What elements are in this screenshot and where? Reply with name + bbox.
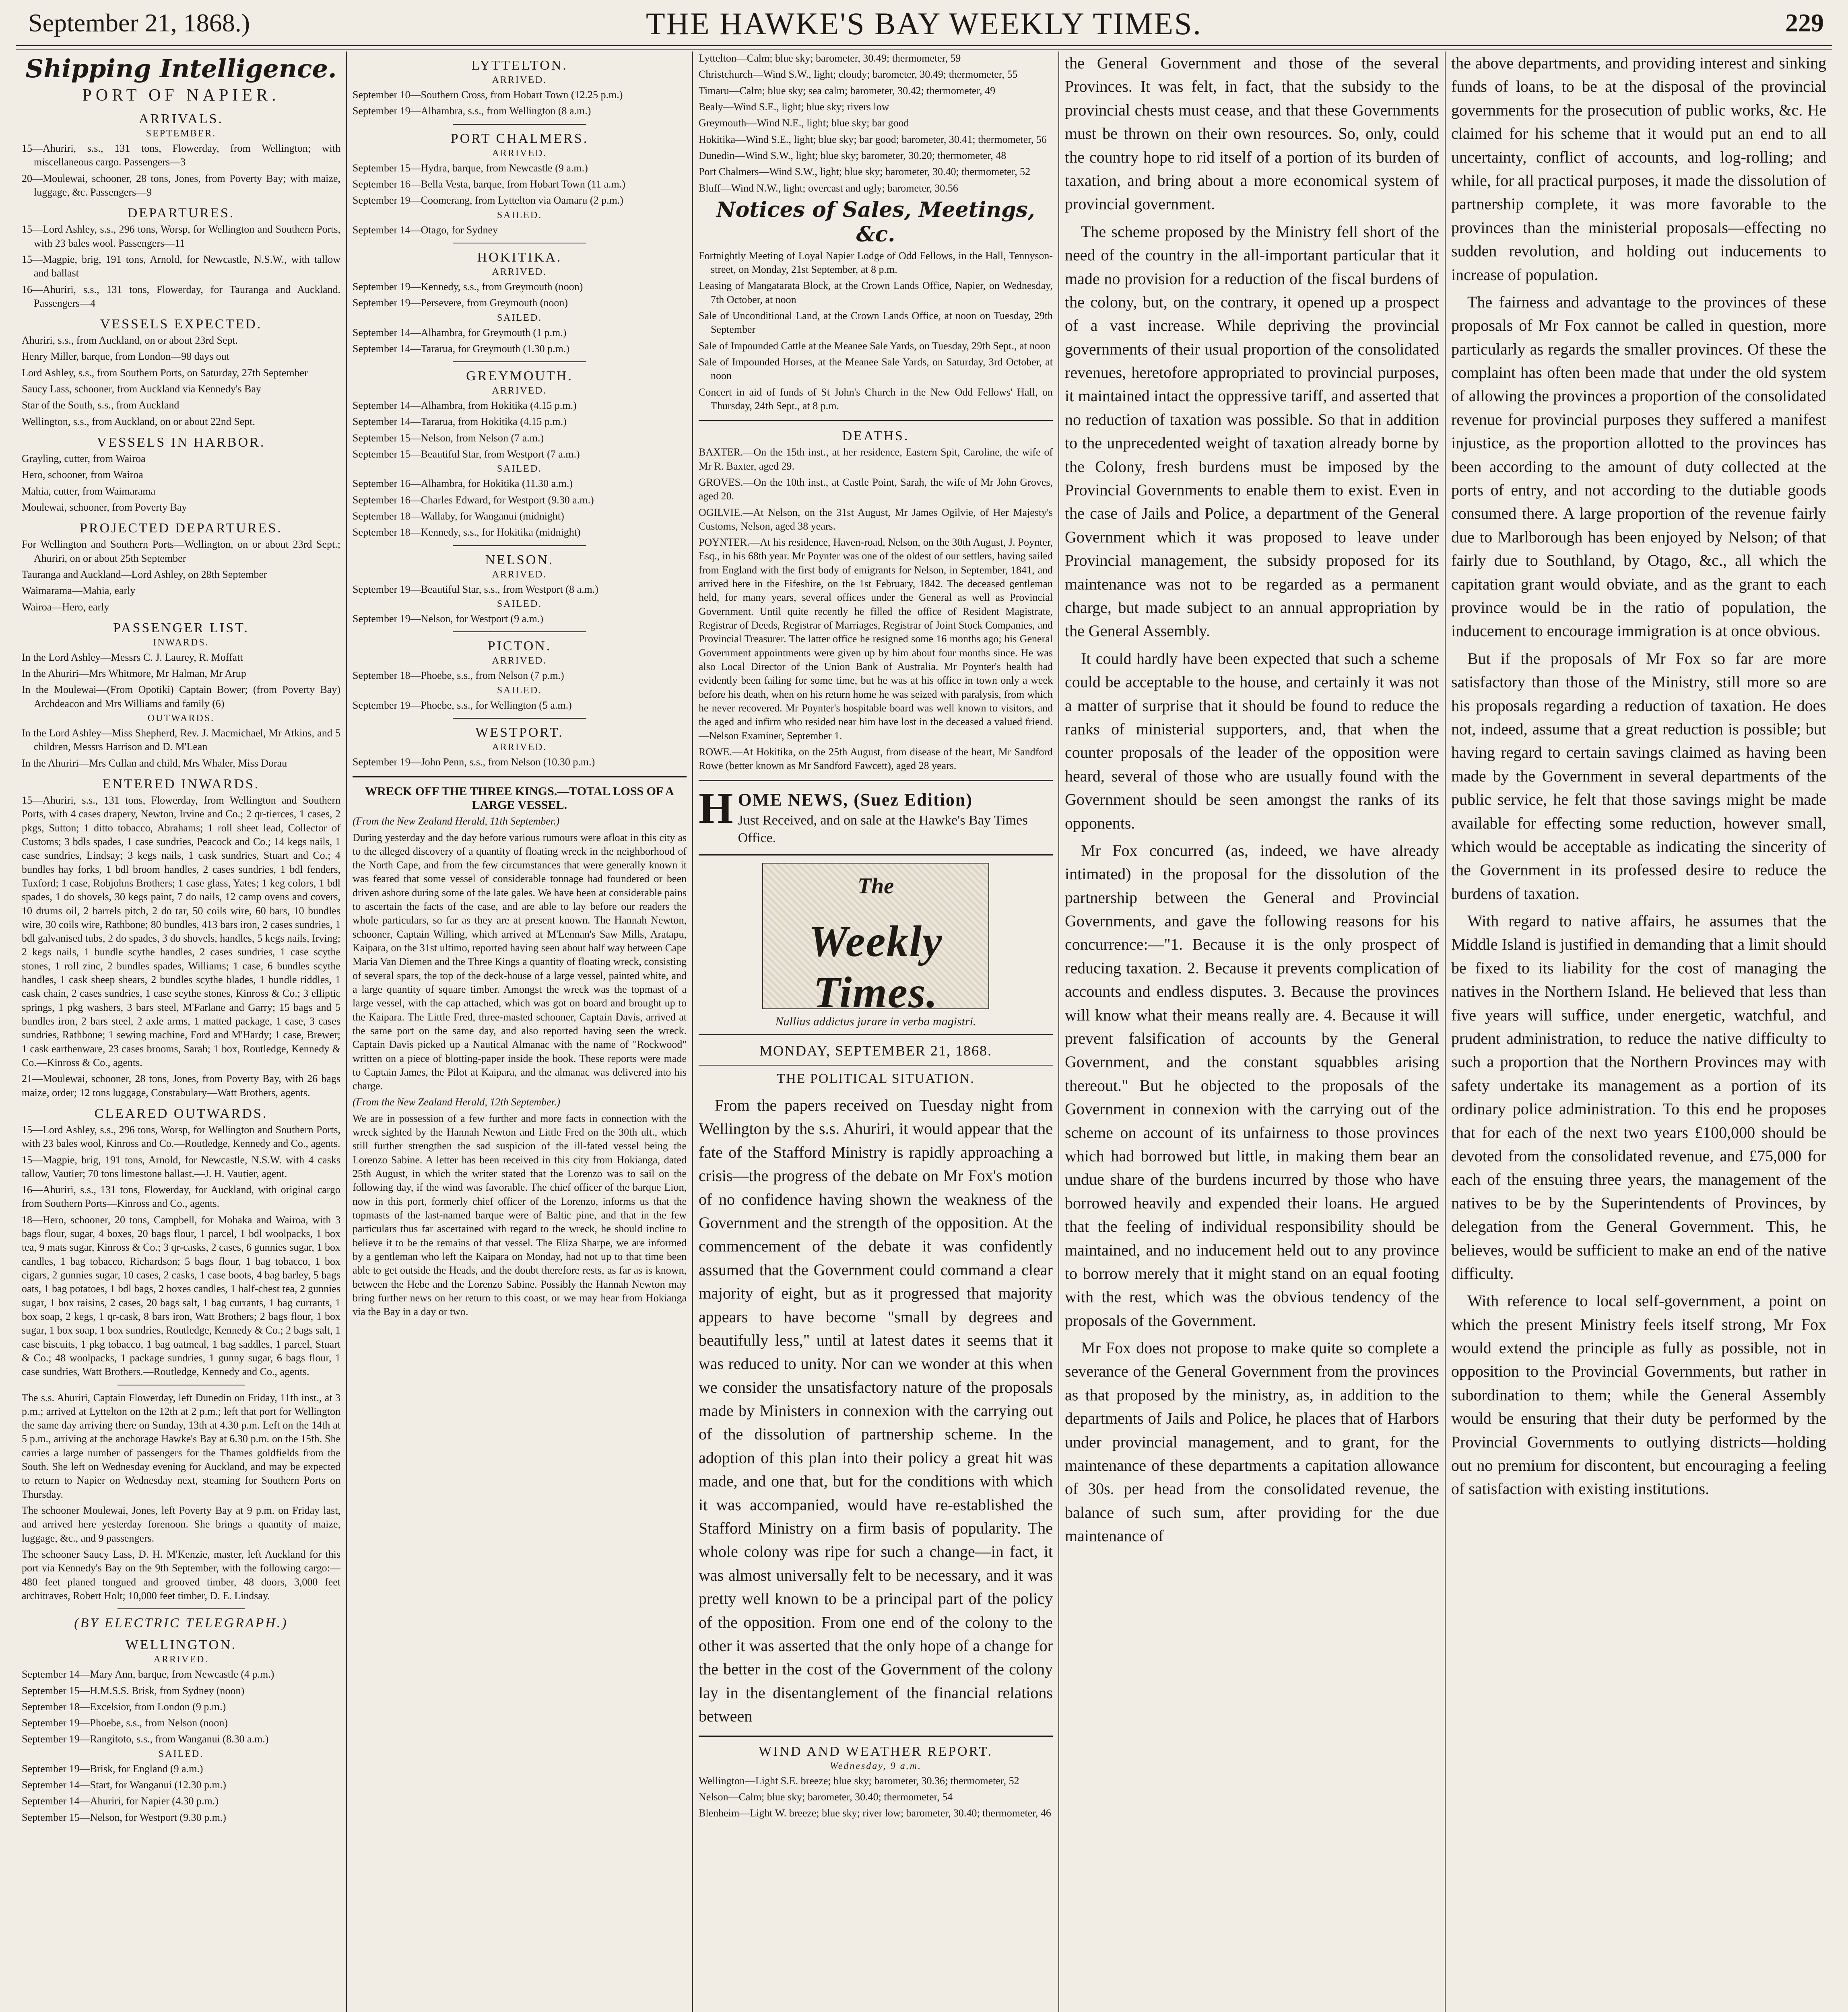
wellington-sailing: September 14—Start, for Wanganui (12.30 p.m.): [22, 1779, 226, 1791]
column-shipping: [16, 52, 346, 2012]
divider: [699, 780, 1053, 781]
port-arrival: September 19—Coomerang, from Lyttelton via Oamaru (2 p.m.): [353, 194, 623, 206]
masthead: [16, 0, 1832, 44]
notice-entry: Sale of Impounded Horses, at the Meanee Sale Yards, on Saturday, 3rd October, at noon: [699, 356, 1053, 382]
home-news-title: OME NEWS, (Suez Edition): [738, 790, 973, 810]
wreck-article: During yesterday and the day before various rumours were afloat in this city as to the alleged discovery of a quantity of floating wreck in the neighborhood of the North Cape, and from the few circumstances that were generally known it was feared that some vessel of considerable tonnage had foundered or been driven ashore during some of the late gales. We have been at considerable pains to ascertain the facts of the case, and are able to lay before our readers the whole particulars, so far as they are at present known. The Hannah Newton, schooner, Captain Willing, which arrived at M'Lennan's Saw Mills, Aratapu, Kaipara, on the 31st ultimo, reported having seen about half way between Cape Maria Van Diemen and the Three Kings a quantity of floating wreck, consisting of several spars, the top of the deck-house of a large vessel, painted white, and a large quantity of square timber. Amongst the wreck was the topmast of a large vessel, with the cap attached, which was got on board and brought up to the Kaipara. The Little Fred, three-masted schooner, Captain Davis, arrived at the same port on the same day, and also reported having seen the wreck. Captain Davis picked up a Nautical Almanac with the name of "Rockwood" written on a piece of blotting-paper inside the book. These reports were made to Captain James, the Pilot at Kaipara, and the almanac was delivered into his charge.: [353, 831, 687, 1092]
death-notice: POYNTER.—At his residence, Haven-road, Nelson, on the 30th August, J. Poynter, Esq., in his 68th year. Mr Poynter was one of the oldest of our settlers, having sailed from England with the first body of emigrants for Nelson, in September, 1841, and arrived here in the Fifeshire, on the 1st February, 1842. The deceased gentleman held, for many years, several offices under the General as well as Provincial Government. Until quite recently he filled the office of Resident Magistrate, Registrar of Deeds, Registrar of Marriages, Registrar of Joint Stock Companies, and Provincial Treasurer. The latter office he resigned some 16 months ago; his General Government appointments were given up by him about four months since. He was also Local Director of the Union Bank of Australia. Mr Poynter's health had evidently been failing for some time, but he was at his office in town only a week before his death, when on his return home he was seized with paralysis, from which he never recovered. Mr Poynter's hospitable board was well known to visitors, and the aged and infirm who resided near him have lost in the deceased a valued friend.—Nelson Examiner, September 1.: [699, 536, 1053, 742]
projected-entry: Waimarama—Mahia, early: [22, 585, 136, 597]
death-notice: ROWE.—At Hokitika, on the 25th August, from disease of the heart, Mr Sandford Rowe (better known as Mr Sandford Fawcett), aged 28 years.: [699, 746, 1053, 772]
column-notices: [692, 52, 1058, 2012]
logo-title: Weekly Times.: [808, 917, 943, 1017]
port-name: PORT CHALMERS.: [450, 131, 589, 146]
home-news-text: Just Received, and on sale at the Hawke's Bay Times Office.: [738, 812, 1028, 845]
weather-line: Hokitika—Wind S.E., light; blue sky; bar good; barometer, 30.41; thermometer, 56: [699, 133, 1047, 145]
port-sailing: September 18—Kennedy, s.s., for Hokitika (midnight): [353, 526, 581, 538]
editorial-text: From the papers received on Tuesday night from Wellington by the s.s. Ahuriri, it would appear that the fate of the Stafford Ministry is rapidly approaching a crisis—the progress of the debate on Mr Fox's motion of no confidence having shown the weakness of the Government and the strength of the opposition. At the commencement of the debate it was confidently assumed that the Government could command a clear majority of eight, but as it progressed that majority appears to have become "small by degrees and beautifully less," until at latest dates it seems that it was reduced to unity. Nor can we wonder at this when we consider the unsatisfactory nature of the proposals made by Ministers in connexion with the carrying out of the dissolution of partnership scheme. In the adoption of this plan into their policy a great hit was made, and one that, but for the conditions with which it was accompanied, would have re-established the Stafford Ministry on a firm basis of popularity. The whole colony was ripe for such a change—in fact, it was almost universally felt to be necessary, and it was pretty well known to be a principal part of the policy of the opposition. From one end of the colony to the other it was asserted that the only hope of a change for the better in the cost of the Government of the colony lay in the disentanglement of the financial relations between: [699, 1096, 1053, 1725]
port-name: HOKITIKA.: [477, 249, 562, 265]
wellington-sailing: September 14—Ahuriri, for Napier (4.30 p.m.): [22, 1795, 219, 1807]
weather-line: Port Chalmers—Wind S.W., light; blue sky; barometer, 30.40; thermometer, 52: [699, 166, 1031, 178]
harbor-entry: Hero, schooner, from Wairoa: [22, 469, 143, 481]
arrival-entry: 15—Ahuriri, s.s., 131 tons, Flowerday, from Wellington; with miscellaneous cargo. Passengers—3: [22, 142, 340, 168]
expected-title: VESSELS EXPECTED.: [100, 317, 262, 332]
month-label: SEPTEMBER.: [146, 128, 217, 139]
weather-line: Lyttelton—Calm; blue sky; barometer, 30.49; thermometer, 59: [699, 52, 961, 64]
passenger-entry: In the Ahuriri—Mrs Whitmore, Mr Halman, Mr Arup: [22, 668, 246, 680]
divider: [699, 1034, 1053, 1035]
projected-title: PROJECTED DEPARTURES.: [80, 521, 283, 536]
wreck-headline: WRECK OFF THE THREE KINGS.—TOTAL LOSS OF A LARGE VESSEL.: [365, 785, 674, 812]
death-notice: BAXTER.—On the 15th inst., at her residence, Eastern Spit, Caroline, the wife of Mr R. Baxter, aged 29.: [699, 446, 1053, 472]
editorial-date: MONDAY, SEPTEMBER 21, 1868.: [759, 1043, 992, 1059]
editorial-paragraph: the General Government and those of the several Provinces. It was felt, in fact, that the subsidy to the provincial chests must cease, and that these Governments must be thrown on their own resources. So, only, could the country hope to rid itself of a portion of its burden of taxation, and bring about a more economical system of provincial government.: [1065, 54, 1439, 213]
issue-date: September 21, 1868.): [28, 8, 250, 37]
wellington-arrival: September 15—H.M.S.S. Brisk, from Sydney (noon): [22, 1684, 245, 1697]
port-sailing: September 19—Nelson, for Westport (9 a.m.): [353, 612, 543, 625]
arrived-label: ARRIVED.: [492, 656, 547, 666]
editorial-paragraph: Mr Fox concurred (as, indeed, we have already intimated) in the proposal for the dissolution of the partnership between the General and Provincial Governments, and gave the following reasons for his concurrence:—"1. Because it is the only prospect of reducing taxation. 2. Because it prevents complication of accounts and endless disputes. 3. Because the provinces will know what their means really are. 4. Because it will prevent falsification of accounts by the General Government, and the constant squabbles arising thereout." But he objected to the proposals of the Government in connexion with the carrying out of the scheme on account of its unfairness to those provinces which had borrowed but little, in making them bear an undue share of the burdens incurred by those who have borrowed heavily and expended their loans. He argued that the feeling of individual responsibility should be maintained, and no inducement held out to any province to borrow merely that it might stand on an equal footing with the rest, which was the obvious tendency of the proposals of the Government.: [1065, 841, 1439, 1330]
wellington-arrival: September 19—Rangitoto, s.s., from Wanganui (8.30 a.m.): [22, 1733, 269, 1745]
wellington-arrival: September 18—Excelsior, from London (9 p.m.): [22, 1701, 226, 1713]
passenger-entry: In the Ahuriri—Mrs Cullan and child, Mrs Whaler, Miss Dorau: [22, 757, 287, 769]
home-news-initial: H: [699, 783, 733, 833]
passenger-entry: In the Lord Ashley—Miss Shepherd, Rev. J. Macmichael, Mr Atkins, and 5 children, Messrs Harrison and D. M'Lean: [22, 727, 340, 753]
departures-title: DEPARTURES.: [127, 206, 235, 221]
port-arrival: September 14—Tararua, from Hokitika (4.15 p.m.): [353, 416, 567, 428]
divider: [353, 776, 687, 777]
port-sailing: September 14—Otago, for Sydney: [353, 224, 498, 236]
port-sailing: September 14—Tararua, for Greymouth (1.30 p.m.): [353, 342, 569, 355]
column-telegraph-ports: [346, 52, 692, 2012]
port-sailing: September 16—Charles Edward, for Westport (9.30 a.m.): [353, 494, 594, 506]
editorial-paragraph: With reference to local self-government, a point on which the present Ministry feels itself strong, Mr Fox would extend the principle as fully as possible, not in opposition to the Provincial Governments, but rather in subordination to them; while the General Assembly would be ensuring that their duty be performed by the Provincial Governments to outlying districts—holding out no premium for discontent, but encouraging a feeling of satisfaction with existing institutions.: [1451, 1292, 1826, 1498]
port-name: WESTPORT.: [475, 725, 564, 740]
divider: [699, 1736, 1053, 1737]
port-sailing: September 18—Wallaby, for Wanganui (midnight): [353, 510, 564, 522]
cleared-entry: 16—Ahuriri, s.s., 131 tons, Flowerday, for Auckland, with original cargo from Southern Ports—Kinross and Co., agents.: [22, 1184, 340, 1210]
sailed-label: SAILED.: [497, 685, 542, 696]
page-number: 229: [1785, 8, 1824, 37]
editorial-paragraph: It could hardly have been expected that such a scheme could be acceptable to the house, and certainly it was not a matter of surprise that it should be found to reduce the ranks of ministerial supporters, and, that when the counter proposals of the leader of the opposition were heard, several of those who are usually found with the Government should be seen amongst the ranks of its opponents.: [1065, 649, 1439, 832]
newspaper-page: [16, 52, 1832, 2012]
arrived-label: ARRIVED.: [492, 266, 547, 277]
editorial-paragraph: With regard to native affairs, he assumes that the Middle Island is justified in demanding that a limit should be fixed to its liability for the cost of managing the natives in the Northern Island. He believed that less than five years will suffice, under energetic, watchful, and prudent administration, to reduce the native difficulty to such a proportion that the Northern Provinces may with safety undertake its management as a portion of its ordinary police administration. To this end he proposes that for each of the next two years £100,000 should be devoted from the consolidated revenue, and £75,000 for each of the ensuing three years, the management of the natives to be by the Superintendents of Provinces, by delegation from the General Government. This, he believes, would be sufficient to make an end of the native difficulty.: [1451, 912, 1826, 1282]
port-arrival: September 19—Beautiful Star, s.s., from Westport (8 a.m.): [353, 583, 598, 595]
home-news-body: [738, 788, 1053, 847]
weather-line: Christchurch—Wind S.W., light; cloudy; barometer, 30.49; thermometer, 55: [699, 68, 1018, 80]
port-arrival: September 19—Kennedy, s.s., from Greymouth (noon): [353, 280, 583, 293]
column-editorial-2: [1445, 52, 1832, 2012]
port-arrival: September 18—Phoebe, s.s., from Nelson (7 p.m.): [353, 670, 564, 682]
notice-entry: Sale of Impounded Cattle at the Meanee Sale Yards, on Tuesday, 29th Sept., at noon: [699, 340, 1051, 352]
port-name: LYTTELTON.: [471, 58, 568, 73]
wellington-arrival: September 14—Mary Ann, barque, from Newcastle (4 p.m.): [22, 1668, 274, 1680]
port-arrival: September 14—Alhambra, from Hokitika (4.15 p.m.): [353, 400, 577, 412]
weather-line: Dunedin—Wind S.W., light; blue sky; barometer, 30.20; thermometer, 48: [699, 149, 1007, 161]
port-arrival: September 15—Nelson, from Nelson (7 a.m.): [353, 432, 544, 444]
harbor-entry: Grayling, cutter, from Wairoa: [22, 453, 146, 464]
departure-entry: 15—Lord Ashley, s.s., 296 tons, Worsp, for Wellington and Southern Ports, with 23 bales wool. Passengers—11: [22, 223, 340, 249]
wreck-article: We are in possession of a few further and more facts in connection with the wreck sighted by the Hannah Newton and Little Fred on the 30th ult., which still further strengthen the sad suspicion of the ill-fated vessel being the Lorenzo Sabine. A letter has been received in this city from Hokianga, dated 25th August, in which the writer stated that the Lorenzo was to sail on the following day, if the wind was favorable. The chief officer of the barque Lion, now in this port, formerly chief officer of the Lorenzo, informs us that the topmasts of the last-named barque were of Baltic pine, and that in the few particulars thus far ascertained with regard to the wreck, he should incline to believe it to be the remains of that vessel. The Eliza Sharpe, we are informed by a gentleman who left the Kaipara on Monday, had not up to that time been able to get outside the Heads, and the doubt therefore rests, as far as is known, between the Hebe and the Lorenzo Sabine. Possibly the Hannah Newton may bring further news on her return to this coast, or we may hear from Hokianga via the Bay in a day or two.: [353, 1112, 687, 1318]
expected-entry: Star of the South, s.s., from Auckland: [22, 399, 179, 411]
cleared-title: CLEARED OUTWARDS.: [94, 1106, 268, 1121]
cleared-entry: 18—Hero, schooner, 20 tons, Campbell, for Mohaka and Wairoa, with 3 bags flour, sugar, 4 boxes, 20 bags flour, 1 parcel, 1 bdl woolpacks, 1 box tea, 9 mats sugar, Kinross & Co.; 3 qr-casks, 2 cases, 6 gunnies sugar, 1 box candles, 1 bag tobacco, Richardson; 5 bags flour, 1 bag tobacco, 1 box cigars, 2 gunnies sugar, 10 cases, 2 casks, 1 case boots, 4 bag barley, 5 bags oats, 1 bag potatoes, 1 bdl bags, 2 boxes candles, 1 half-chest tea, 2 gunnies sugar, 1 box raisins, 2 cases, 20 bags salt, 1 bag currants, 1 bag currants, 1 box soap, 2 kegs, 1 qr-cask, 8 bars iron, Watt Brothers; 2 bags flour, 1 box sugar, 1 box soap, 1 box sundries, Routledge, Kennedy & Co.; 2 bags salt, 1 case biscuits, 1 pkg tobacco, 1 bag oatmeal, 1 bag saddles, 1 parcel, Stuart & Co.; 48 woolpacks, 1 package sundries, 1 gunny sugar, 6 bags flour, 1 case sundries, Watt Brothers.—Routledge, Kennedy and Co., agents.: [22, 1214, 340, 1378]
entered-entry: 15—Ahuriri, s.s., 131 tons, Flowerday, from Wellington and Southern Ports, with 4 cases drapery, Newton, Irvine and Co.; 2 qr-tierces, 1 cases, 2 pkgs, Sutton; 1 ditto tobacco, Abrahams; 1 roll sheet lead, Collector of Customs; 3 bdls spades, 1 case sundries, Peacock and Co.; 14 kegs nails, 1 case sundries, Lindsay; 3 kegs nails, 1 cask sundries, Stuart and Co.; 4 bundles hay forks, 1 bdl broom handles, 2 cases sundries, 1 bdl fenders, Tuxford; 1 case, Robjohns Brothers; 1 case glass, Yates; 1 keg colors, 1 bdl spades, 1 do shovels, 30 kegs paint, 7 do nails, 12 camp ovens and covers, 10 drums oil, 2 barrels pitch, 2 do tar, 50 coils wire, 60 bars, 10 bundles wire, 30 coils wire, Rathbone; 80 bundles, 413 bars iron, 2 cases sundries, 1 bdl galvanised tubs, 2 do spades, 3 do shovels, handles, 5 kegs nails, Irving; 2 kegs nails, 1 bundle scythe handles, 2 cases sundries, 1 case scythe stones, 1 roll zinc, 2 bundles spades, Williams; 1 case, 6 bundles scythe handles, 1 cask sheep shears, 2 bundles scythe blades, 1 bundle riddles, 1 cask chain, 2 cases sundries, 1 case scythe stones, Kinross & Co.; 3 elliptic springs, 1 pkg washers, 3 bars steel, M'Farlane and Garry; 15 bags and 5 bundles iron, 2 bars steel, 2 axle arms, 1 matted package, 1 case, 3 cases sundries, Rathbone; 1 sewing machine, Ford and M'Hardy; 1 case, Brewer; 1 cask earthenware, 23 cases brooms, Sarah; 1 box, Routledge, Kennedy & Co.—Kinross & Co., agents.: [22, 794, 340, 1068]
divider: [699, 854, 1053, 856]
editorial-paragraph: But if the proposals of Mr Fox so far are more satisfactory than those of the Ministry, still more so are his proposals regarding a reduction of taxation. He does not, indeed, assume that a great reduction is possible; but having regard to certain savings claimed as having been made by the Government in several departments of the public service, he felt that those savings might be made available for effecting some reduction, however small, which would be acceptable as indicating the sincerity of the Government in its professed desire to reduce the burdens of taxation.: [1451, 649, 1826, 903]
projected-entry: For Wellington and Southern Ports—Wellington, on or about 23rd Sept.; Ahuriri, on or about 25th September: [22, 538, 340, 564]
divider: [453, 124, 586, 125]
divider: [699, 1065, 1053, 1066]
sailed-label: SAILED.: [497, 598, 542, 609]
notice-entry: Leasing of Mangatarata Block, at the Crown Lands Office, Napier, on Wednesday, 7th October, at noon: [699, 280, 1053, 305]
death-notice: OGILVIE.—At Nelson, on the 31st August, Mr James Ogilvie, of Her Majesty's Customs, Nelson, aged 38 years.: [699, 506, 1053, 532]
sailed-label: SAILED.: [497, 210, 542, 221]
arrived-label: ARRIVED.: [492, 148, 547, 159]
port-arrival: September 19—Alhambra, s.s., from Wellington (8 a.m.): [353, 105, 591, 117]
expected-entry: Saucy Lass, schooner, from Auckland via Kennedy's Bay: [22, 383, 262, 395]
weather-line: Timaru—Calm; blue sky; sea calm; barometer, 30.42; thermometer, 49: [699, 85, 996, 97]
deaths-title: DEATHS.: [842, 429, 910, 444]
port-sailing: September 19—Phoebe, s.s., for Wellington (5 a.m.): [353, 699, 572, 711]
weather-line: Greymouth—Wind N.E., light; blue sky; bar good: [699, 117, 909, 129]
port-name: GREYMOUTH.: [466, 369, 573, 384]
motto: Nullius addictus jurare in verba magistri.: [775, 1015, 976, 1028]
passenger-entry: In the Moulewai—(From Opotiki) Captain Bower; (from Poverty Bay) Archdeacon and Mrs Williams and family (6): [22, 684, 340, 709]
divider: [453, 718, 586, 719]
shipping-paragraph: The schooner Saucy Lass, D. H. M'Kenzie, master, left Auckland for this port via Kennedy's Bay on the 9th September, with the following cargo:—480 feet planed tongued and grooved timber, 48 doors, 3,000 feet architraves, Robert Holt; 10,000 feet timber, D. E. Lindsay.: [22, 1548, 340, 1602]
passenger-title: PASSENGER LIST.: [113, 620, 249, 635]
port-title: PORT OF NAPIER.: [82, 86, 280, 105]
divider: [118, 1608, 245, 1609]
arrived-label: ARRIVED.: [492, 385, 547, 396]
editorial-paragraph: The scheme proposed by the Ministry fell short of the need of the country in the all-important particular that it made no provision for a reduction of the fiscal burdens of the colony, but, on the contrary, it opened up a prospect of a vast increase. While depriving the provincial governments of their usual proportion of the consolidated revenues, heretofore appropriated to provincial purposes, it maintained intact the oppressive tariff, and asserted that no reduction of taxation was possible. So that in addition to the unprecedented weight of taxation already borne by the Colony, fresh burdens must be imposed by the Provincial Governments to enable them to exist. Even in the case of Jails and Police, a department of the General Government which it was proposed to leave under Provincial management, the subsidy proposed for its maintenance was not to be regarded as a permanent charge, but made subject to an annual appropriation by the General Assembly.: [1065, 222, 1439, 640]
logo-the: The: [857, 874, 894, 899]
editorial-paragraph: The fairness and advantage to the provinces of these proposals of Mr Fox cannot be called in question, more particularly as regards the smaller provinces. Of these the complaint has often been made that under the old system of allowing the provinces a proportion of the consolidated revenue for provincial purposes they suffered a manifest injustice, as the proportion allotted to the provinces has been according to the amount of duty collected at the ports of entry, and not according to the dutiable goods consumed there. A large proportion of the revenue fairly due to Marlborough has been enjoyed by Nelson; of that fairly due to Southland, by Otago, &c., all which the capitation grant would obviate, and as the grant to each province would be in the ratio of population, the inducement to encourage immigration is at once obvious.: [1451, 293, 1826, 640]
ports-list: [353, 58, 687, 769]
projected-entry: Tauranga and Auckland—Lord Ashley, on 28th September: [22, 568, 267, 580]
notices-title: Notices of Sales, Meetings, &c.: [716, 197, 1035, 247]
wind-report-title: WIND AND WEATHER REPORT.: [759, 1744, 993, 1759]
newspaper-title: THE HAWKE'S BAY WEEKLY TIMES.: [646, 6, 1202, 41]
editorial-paragraph: Mr Fox does not propose to make quite so complete a severance of the General Government from the provinces as that proposed by the ministry, as, in addition to the departments of Jails and Police, he places that of Harbors under provincial management, and to grant, for the maintenance of these departments a capitation allowance of 30s. per head from the consolidated revenue, the balance of such sum, after providing for the due maintenance of: [1065, 1339, 1439, 1545]
divider: [453, 545, 586, 546]
editorial-paragraph: the above departments, and providing interest and sinking funds of loans, to be at the disposal of the provincial governments for the prosecution of public works, &c. He claimed for his scheme that it would put an end to all uncertainty, conflict of accounts, and log-rolling; and while, for all practical purposes, it made the dissolution of partnership complete, it was more favorable to the provinces than the ministerial proposals—effecting no sudden revolution, and holding out inducements to increase of population.: [1451, 54, 1826, 284]
outwards-label: OUTWARDS.: [147, 713, 215, 724]
wind-line: Wellington—Light S.E. breeze; blue sky; barometer, 30.36; thermometer, 52: [699, 1775, 1019, 1787]
port-arrival: September 10—Southern Cross, from Hobart Town (12.25 p.m.): [353, 89, 623, 101]
expected-entry: Ahuriri, s.s., from Auckland, on or about 23rd Sept.: [22, 334, 238, 346]
arrived-label: ARRIVED.: [492, 75, 547, 85]
wellington-arrival: September 19—Phoebe, s.s., from Nelson (noon): [22, 1717, 228, 1729]
harbor-entry: Mahia, cutter, from Waimarama: [22, 485, 156, 497]
shipping-paragraph: The s.s. Ahuriri, Captain Flowerday, left Dunedin on Friday, 11th inst., at 3 p.m.; arrived at Lyttelton on the 12th at 2 p.m.; left that port for Wellington the same day arriving there on Sunday, 13th at 4.30 p.m. Left on the 14th at 5 p.m., arriving at the anchorage Hawke's Bay at 6.30 p.m. on the 15th. She carries a large number of passengers for the Thames goldfields from the South. She left on Wednesday evening for Auckland, and may be expected to return to Napier on Wednesday next, steaming for Southern Ports on Thursday.: [22, 1391, 340, 1500]
wellington-title: WELLINGTON.: [125, 1637, 237, 1653]
arrived-label: ARRIVED.: [153, 1654, 209, 1665]
passenger-entry: In the Lord Ashley—Messrs C. J. Laurey, R. Moffatt: [22, 651, 243, 663]
arrived-label: ARRIVED.: [492, 569, 547, 580]
divider: [699, 420, 1053, 421]
wreck-source: (From the New Zealand Herald, 11th September.): [353, 815, 560, 827]
divider: [453, 631, 586, 632]
harbor-entry: Moulewai, schooner, from Poverty Bay: [22, 501, 187, 513]
sailed-label: SAILED.: [158, 1748, 204, 1759]
entered-title: ENTERED INWARDS.: [102, 777, 260, 792]
wellington-sailing: September 15—Nelson, for Westport (9.30 p.m.): [22, 1811, 226, 1823]
column-editorial-1: [1058, 52, 1445, 2012]
expected-entry: Wellington, s.s., from Auckland, on or about 22nd Sept.: [22, 415, 255, 427]
arrivals-title: ARRIVALS.: [138, 111, 224, 126]
port-sailing: September 16—Alhambra, for Hokitika (11.30 a.m.): [353, 478, 573, 490]
arrival-entry: 20—Moulewai, schooner, 28 tons, Jones, from Poverty Bay; with maize, luggage, &c. Passengers—9: [22, 172, 340, 198]
entered-entry: 21—Moulewai, schooner, 28 tons, Jones, from Poverty Bay, with 26 bags maize, order; 12 tons luggage, Constabulary—Watt Brothers, agents.: [22, 1073, 340, 1099]
port-sailing: September 14—Alhambra, for Greymouth (1 p.m.): [353, 326, 567, 338]
projected-entry: Wairoa—Hero, early: [22, 601, 109, 613]
port-name: PICTON.: [487, 639, 552, 654]
section-title: Shipping Intelligence.: [25, 54, 337, 83]
notice-entry: Sale of Unconditional Land, at the Crown Lands Office, at noon on Tuesday, 29th September: [699, 310, 1053, 336]
cleared-entry: 15—Lord Ashley, s.s., 296 tons, Worsp, for Wellington and Southern Ports, with 23 bales wool, Kinross and Co.—Routledge, Kennedy and Co., agents.: [22, 1124, 340, 1150]
port-arrival: September 15—Beautiful Star, from Westport (7 a.m.): [353, 448, 580, 460]
home-news-ad: [699, 783, 1053, 847]
wind-line: Nelson—Calm; blue sky; barometer, 30.40; thermometer, 54: [699, 1791, 953, 1803]
wind-report-date: Wednesday, 9 a.m.: [829, 1760, 922, 1771]
inwards-label: INWARDS.: [153, 637, 209, 648]
departure-entry: 16—Ahuriri, s.s., 131 tons, Flowerday, for Tauranga and Auckland. Passengers—4: [22, 283, 340, 309]
departure-entry: 15—Magpie, brig, 191 tons, Arnold, for Newcastle, N.S.W., with tallow and ballast: [22, 253, 340, 279]
weekly-times-logo: [762, 863, 989, 1017]
notice-entry: Fortnightly Meeting of Loyal Napier Lodge of Odd Fellows, in the Hall, Tennyson-street, on Monday, 21st September, at 8 p.m.: [699, 249, 1053, 276]
port-arrival: September 15—Hydra, barque, from Newcastle (9 a.m.): [353, 162, 588, 174]
arrived-label: ARRIVED.: [492, 742, 547, 752]
expected-entry: Lord Ashley, s.s., from Southern Ports, on Saturday, 27th September: [22, 367, 308, 379]
sailed-label: SAILED.: [497, 312, 542, 323]
telegraph-title: (BY ELECTRIC TELEGRAPH.): [74, 1616, 288, 1631]
wellington-sailing: September 19—Brisk, for England (9 a.m.): [22, 1763, 203, 1775]
shipping-paragraph: The schooner Moulewai, Jones, left Poverty Bay at 9 p.m. on Friday last, and arrived here yesterday forenoon. She brings a quantity of maize, luggage, &c., and 9 passengers.: [22, 1505, 340, 1544]
weather-line: Bealy—Wind S.E., light; blue sky; rivers low: [699, 101, 889, 113]
expected-entry: Henry Miller, barque, from London—98 days out: [22, 350, 229, 363]
sailed-label: SAILED.: [497, 464, 542, 474]
port-arrival: September 19—John Penn, s.s., from Nelson (10.30 p.m.): [353, 756, 595, 768]
notice-entry: Concert in aid of funds of St John's Church in the New Odd Fellows' Hall, on Thursday, 24th Sept., at 8 p.m.: [699, 386, 1053, 412]
port-name: NELSON.: [485, 552, 554, 567]
cleared-entry: 15—Magpie, brig, 191 tons, Arnold, for Newcastle, N.S.W. with 4 casks tallow, Vautier; 70 tons limestone ballast.—J. H. Vautier, agent.: [22, 1154, 340, 1179]
divider: [453, 361, 586, 362]
wreck-source: (From the New Zealand Herald, 12th September.): [353, 1096, 561, 1108]
death-notice: GROVES.—On the 10th inst., at Castle Point, Sarah, the wife of Mr John Groves, aged 20.: [699, 476, 1053, 502]
port-arrival: September 16—Bella Vesta, barque, from Hobart Town (11 a.m.): [353, 178, 625, 190]
editorial-title: THE POLITICAL SITUATION.: [777, 1071, 975, 1086]
masthead-rule: [16, 45, 1832, 50]
wind-line: Blenheim—Light W. breeze; blue sky; river low; barometer, 30.40; thermometer, 46: [699, 1807, 1051, 1819]
weather-line: Bluff—Wind N.W., light; overcast and ugly; barometer, 30.56: [699, 182, 958, 194]
harbor-title: VESSELS IN HARBOR.: [97, 435, 266, 450]
port-arrival: September 19—Persevere, from Greymouth (noon): [353, 297, 568, 309]
